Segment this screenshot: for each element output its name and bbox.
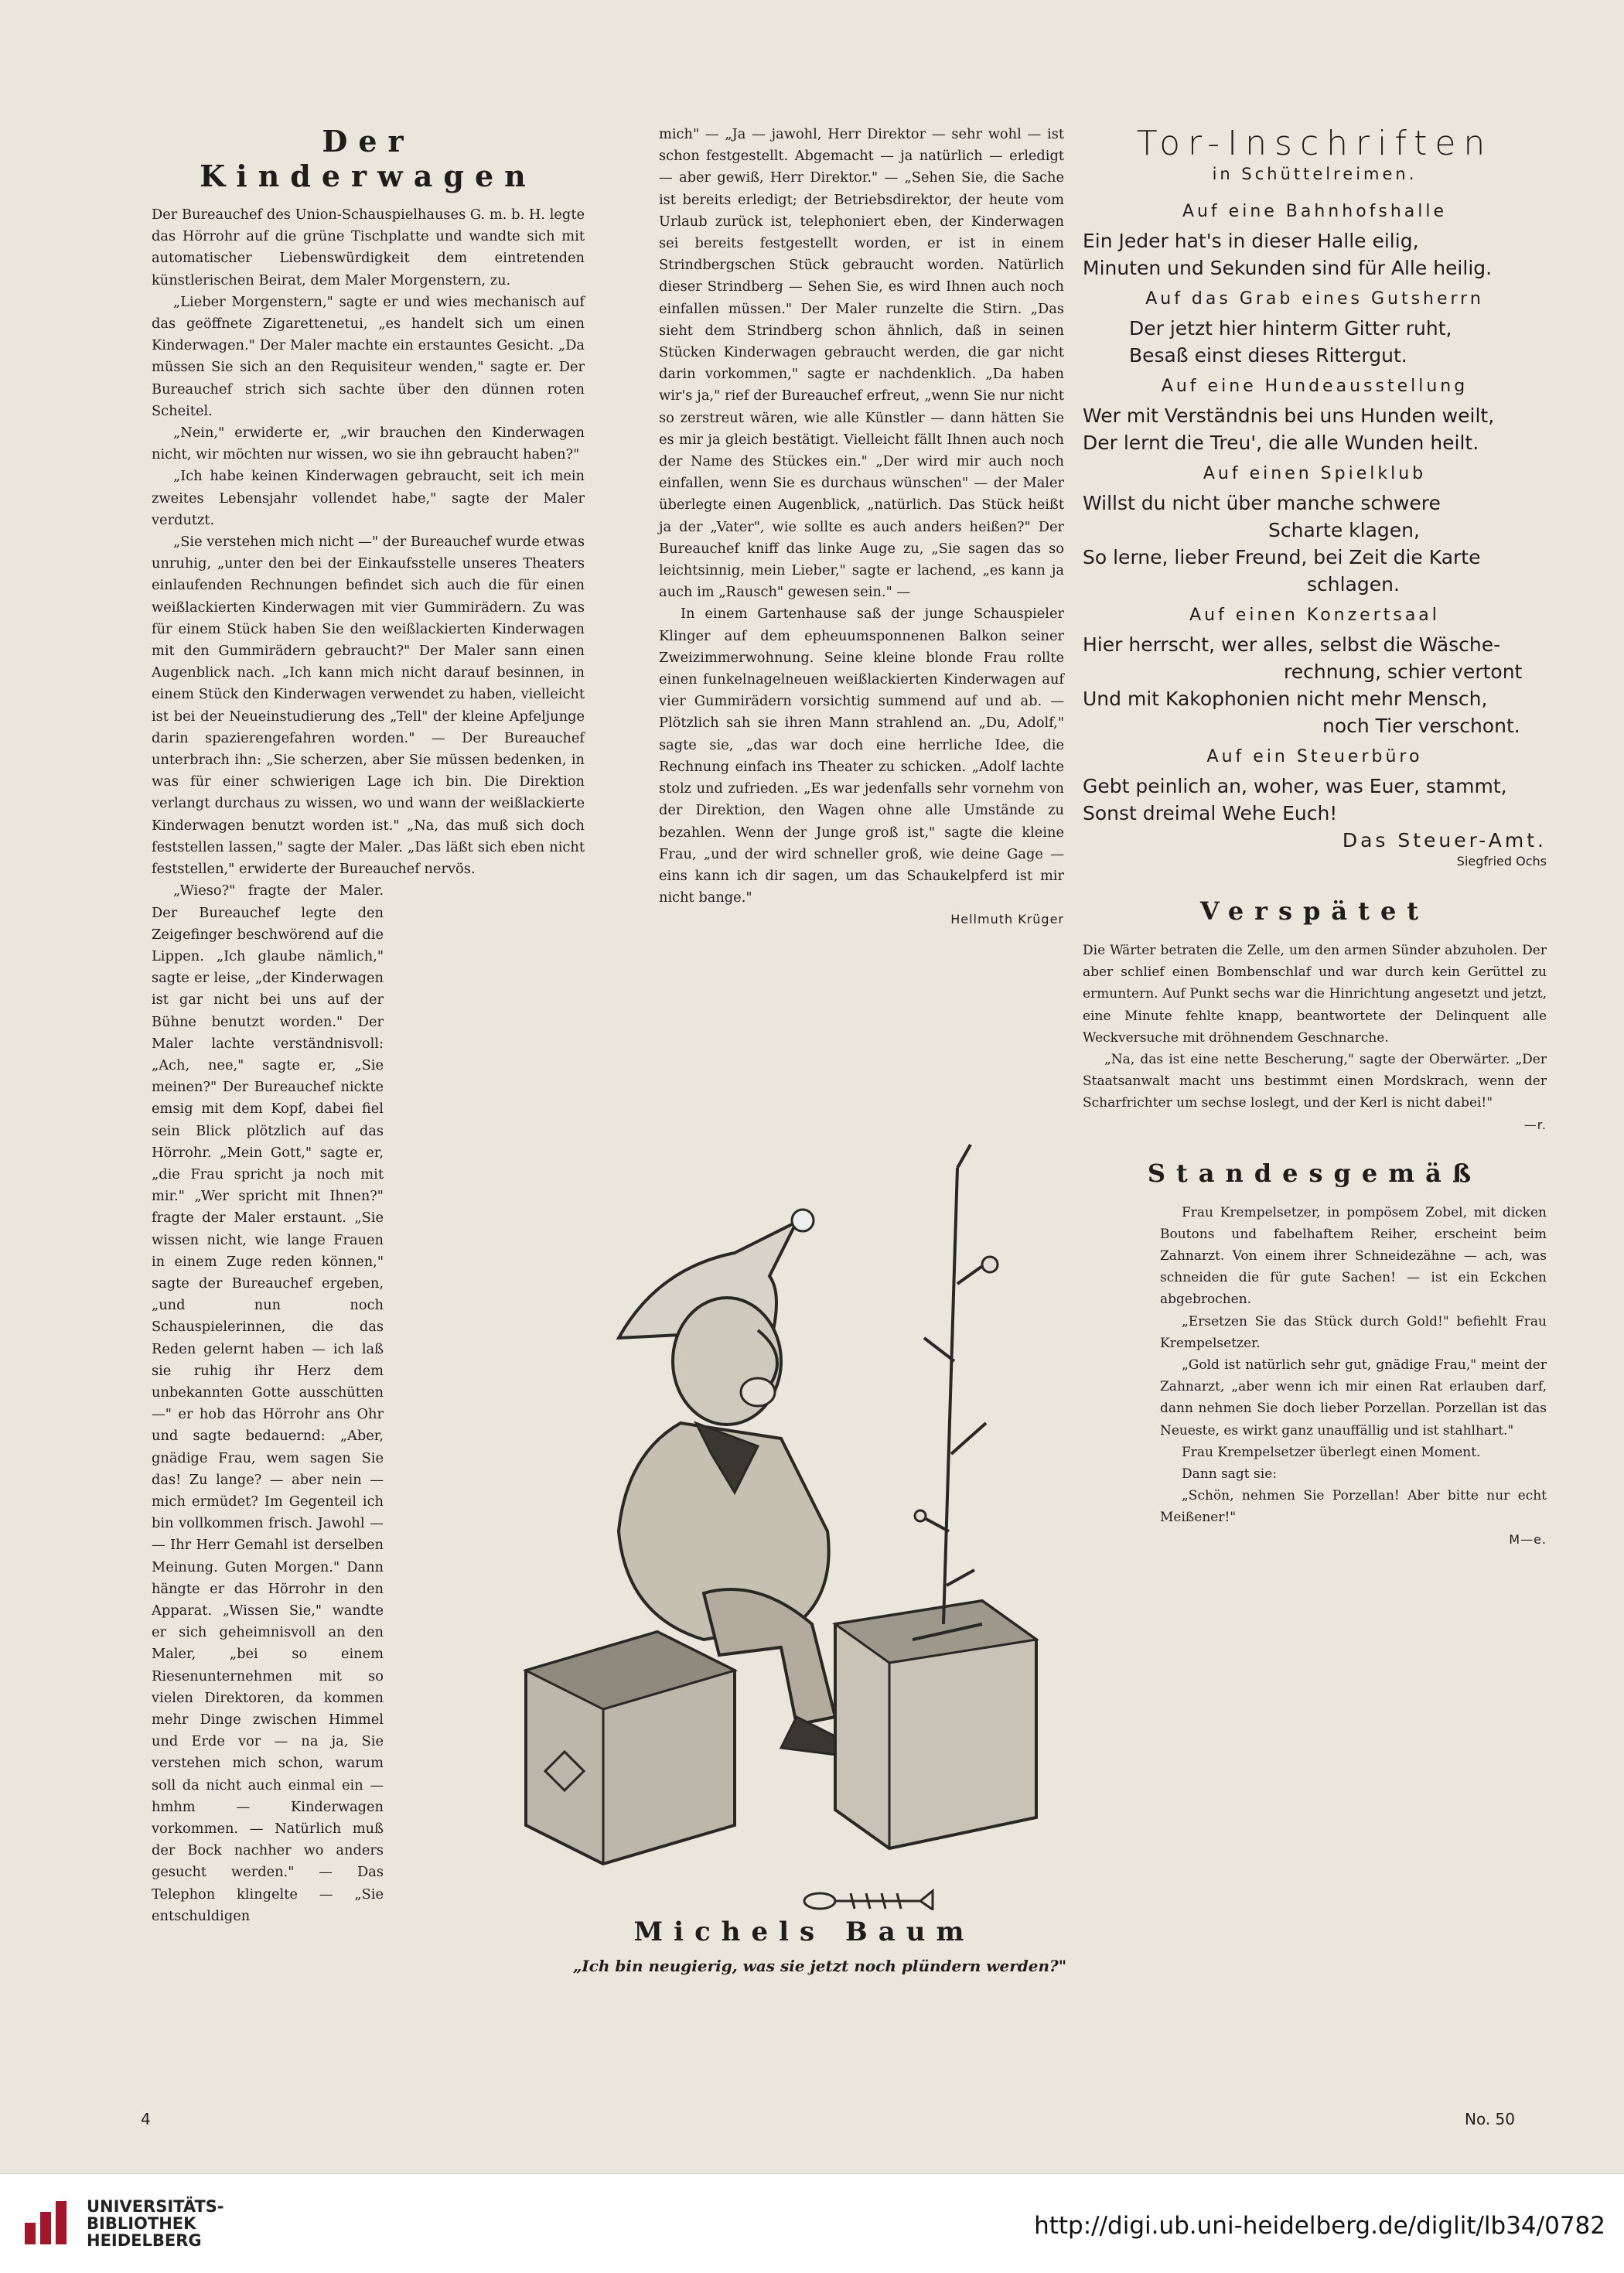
poem-item bbox=[1083, 606, 1547, 739]
poem-verse bbox=[1083, 402, 1547, 456]
paragraph: In einem Gartenhause saß der junge Schauspieler Klinger auf dem epheuumsponnenen Balkon seiner Zweizimmerwohnung. Seine kleine blonde Frau rollte einen funkelnagelneuen weißlackierten Kinderwagen auf vier Gummirädern vorsichtig summend auf und ab. — Plötzlich sah sie ihren Mann strahlend an. „Du, Adolf," sagte sie, „das war doch eine herrliche Idee, die Rechnung einfach ins Theater zu schicken. „Adolf lachte stolz und zufrieden. „Es war jedenfalls sehr vornehm von der Direktion, den Wagen ohne alle Umstände zu bezahlen. Wenn der Junge groß ist," sagte die kleine Frau, „und der wird schneller groß, wie deine Gage — eins kann ich dir sagen, um das Schaukelpferd ist mir nicht bange." bbox=[659, 606, 1064, 906]
poem-verse bbox=[1083, 315, 1547, 369]
verse-line: So lerne, lieber Freund, bei Zeit die Karte bbox=[1083, 546, 1481, 568]
library-logo-icon[interactable] bbox=[19, 2196, 73, 2251]
bare-tree bbox=[913, 1145, 990, 1640]
paragraph: „Lieber Morgenstern," sagte er und wies mechanisch auf das geöffnete Zigarettenetui, „es handelt sich um einen Kinderwagen." Der Maler machte ein erstauntes Gesicht. „Da müssen Sie sich an den Requisiteur wenden," sagte er. Der Bureauchef strich sich sachte über den dünnen roten Scheitel. bbox=[152, 293, 585, 419]
verse-line: Sonst dreimal Wehe Euch! bbox=[1083, 802, 1338, 824]
verse-line: noch Tier verschont. bbox=[1322, 715, 1520, 737]
section-subtitle: in Schüttelreimen. bbox=[1212, 165, 1418, 183]
story-body-middle bbox=[659, 124, 1064, 909]
poem-item bbox=[1083, 377, 1547, 456]
story-body bbox=[1083, 940, 1547, 1114]
story-title: Standesgemäß bbox=[1147, 1158, 1482, 1188]
paragraph: „Na, das ist eine nette Bescherung," sagte der Oberwärter. „Der Staatsanwalt macht uns bestimmt einen Mordskrach, wenn der Scharfrichter um sechse loslegt, und der Kerl is nicht dabei!" bbox=[1083, 1052, 1547, 1111]
paragraph: mich" — „Ja — jawohl, Herr Direktor — sehr wohl — ist schon festgestellt. Abgemacht — ja natürlich — erledigt — aber gewiß, Herr Direktor." — „Sehen Sie, die Sache ist bereits erledigt; der Betriebsdirektor, der heute vom Urlaub zurück ist, telephoniert eben, der Kinderwagen sei bereits festgestellt worden, er ist in einem Strindbergschen Stück gebraucht worden. Natürlich dieser Strindberg — Sehen Sie, es wird Ihnen auch noch einfallen müssen." Der Maler runzelte die Stirn. „Das sieht dem Strindberg schon ähnlich, daß in seinen Stücken Kinderwagen gebraucht werden, die gar nicht darin vorkommen," sagte er nachdenklich. „Da haben wir's ja," rief der Bureauchef erfreut, „wenn Sie nur nicht so zerstreut wären, wie alle Künstler — dann hätten Sie es mir ja gleich bestätigt. Vielleicht fällt Ihnen auch noch der Name des Stückes ein." „Der wird mir auch noch einfallen, wenn Sie es durchaus wünschen" — der Maler überlegte einen Augenblick, „natürlich. Das Stück heißt ja der „Vater", wie sollte es auch anders heißen?" Der Bureauchef kniff das linke Auge zu, „Sie sagen das so leichtsinnig, mein Lieber," sagte er lachend, „es kann ja auch im „Rausch" gewesen sein." — bbox=[659, 126, 1064, 601]
author-signature: —r. bbox=[1523, 1117, 1547, 1132]
tree-stump bbox=[835, 1601, 1036, 1848]
paragraph: „Schön, nehmen Sie Porzellan! Aber bitte nur echt Meißener!" bbox=[1160, 1488, 1547, 1526]
poem-heading: Auf eine Hundeausstellung bbox=[1161, 377, 1469, 396]
library-name-line: BIBLIOTHEK bbox=[87, 2214, 196, 2233]
paragraph: Dann sagt sie: bbox=[1182, 1466, 1277, 1483]
poem-item bbox=[1083, 202, 1547, 282]
library-name-line: HEIDELBERG bbox=[87, 2231, 202, 2250]
poem-item bbox=[1083, 464, 1547, 598]
author-signature: M—e. bbox=[1509, 1531, 1547, 1547]
verse-line: Der jetzt hier hinterm Gitter ruht, bbox=[1129, 317, 1452, 340]
paragraph: Frau Krempelsetzer, in pompösem Zobel, mit dicken Boutons und fabelhaftem Reiher, erscheint beim Zahnarzt. Von einem ihrer Schneidezähne — ach, was schneiden die für gute Sachen! — ist ein Eckchen abgebrochen. bbox=[1160, 1204, 1547, 1308]
poems-column bbox=[1083, 124, 1547, 1547]
paragraph: „Ersetzen Sie das Stück durch Gold!" befiehlt Frau Krempelsetzer. bbox=[1160, 1313, 1547, 1351]
cartoon-illustration bbox=[503, 1129, 1083, 1910]
paragraph: Der Bureauchef des Union-Schauspielhauses G. m. b. H. legte das Hörrohr auf die grüne Tischplatte und wandte sich mit automatischer Liebenswürdigkeit dem eintretenden künstlerischen Beirat, dem Maler Morgenstern, zu. bbox=[152, 206, 585, 288]
story-body bbox=[1083, 1202, 1547, 1529]
section-title: Tor-Inschriften bbox=[1136, 124, 1493, 163]
author-signature: Siegfried Ochs bbox=[1456, 854, 1547, 869]
poem-heading: Auf einen Konzertsaal bbox=[1189, 606, 1440, 625]
paragraph: Die Wärter betraten die Zelle, um den armen Sünder abzuholen. Der aber schlief einen Bombenschlaf und war durch kein Gerüttel zu ermuntern. Auf Punkt sechs war die Hinrichtung angesetzt und jetzt, eine Minute fehlte knapp, beantwortete der Delinquent alle Weckversuche mit dröhnendem Geschnarche. bbox=[1083, 943, 1547, 1046]
ornament bbox=[982, 1257, 998, 1272]
verse-line: schlagen. bbox=[1307, 573, 1400, 596]
ornament bbox=[915, 1510, 926, 1521]
source-url-link[interactable]: http://digi.ub.uni-heidelberg.de/diglit/lb34/0782 bbox=[1034, 2212, 1605, 2240]
verse-line: Minuten und Sekunden sind für Alle heilig. bbox=[1083, 257, 1493, 279]
poem-item bbox=[1083, 747, 1547, 854]
paragraph: „Ich habe keinen Kinderwagen gebraucht, seit ich mein zweites Lebensjahr vollendet habe," sagte der Maler verdutzt. bbox=[152, 468, 585, 528]
library-name-line: UNIVERSITÄTS- bbox=[87, 2197, 224, 2216]
verse-line: Gebt peinlich an, woher, was Euer, stammt, bbox=[1083, 775, 1507, 797]
story-column-middle bbox=[659, 124, 1064, 927]
verse-line: Ein Jeder hat's in dieser Halle eilig, bbox=[1083, 230, 1419, 252]
verse-line: Scharte klagen, bbox=[1268, 519, 1420, 541]
poem-heading: Auf ein Steuerbüro bbox=[1206, 747, 1423, 766]
poem-item bbox=[1083, 289, 1547, 369]
poem-verse bbox=[1083, 773, 1547, 827]
poem-heading: Auf eine Bahnhofshalle bbox=[1182, 202, 1448, 221]
illustration-title: Michels Baum bbox=[633, 1916, 975, 1947]
issue-number: No. 50 bbox=[1465, 2110, 1516, 2128]
library-name[interactable] bbox=[87, 2198, 224, 2249]
page-number: 4 bbox=[141, 2110, 151, 2128]
verse-line: Wer mit Verständnis bei uns Hunden weilt, bbox=[1083, 404, 1495, 427]
poem-verse bbox=[1083, 631, 1547, 739]
fish-bone bbox=[804, 1891, 933, 1910]
poem-verse bbox=[1083, 227, 1547, 282]
author-signature: Hellmuth Krüger bbox=[950, 912, 1064, 927]
paragraph: „Sie verstehen mich nicht —" der Bureauchef wurde etwas unruhig, „unter den bei der Einkaufsstelle unseres Theaters einlaufenden Rechnungen befindet sich auch die für einen weißlackierten Kinderwagen mit vier Gummirädern. Zu was für einem Stück haben Sie den weißlackierten Kinderwagen mit den Gummirädern gebraucht?" Der Maler sann einen Augenblick nach. „Ich kann mich nicht darauf besinnen, in einem Stück den Kinderwagen verwendet zu haben, vielleicht ist bei der Neueinstudierung des „Tell" der kleine Apfeljunge darin spazierengefahren worden." — Der Bureauchef unterbrach ihn: „Sie scherzen, aber Sie müssen bedenken, in was für einer schwierigen Lage ich bin. Die Direktion verlangt durchaus zu wissen, wo und wann der weißlackierte Kinderwagen benutzt worden ist." „Na, das muß sich doch feststellen lassen," sagte der Maler. „Das läßt sich eben nicht feststellen," erwiderte der Bureauchef nervös. bbox=[152, 534, 585, 878]
paragraph: Frau Krempelsetzer überlegt einen Moment. bbox=[1182, 1444, 1481, 1460]
poem-heading: Auf das Grab eines Gutsherrn bbox=[1145, 289, 1484, 309]
poem-verse bbox=[1083, 490, 1547, 598]
story-title: Verspätet bbox=[1199, 896, 1430, 926]
verse-line: Der lernt die Treu', die alle Wunden heilt. bbox=[1083, 432, 1479, 454]
verse-line: Hier herrscht, wer alles, selbst die Wäsche- bbox=[1083, 633, 1501, 656]
crate bbox=[526, 1632, 735, 1864]
illustration-caption: „Ich bin neugierig, was sie jetzt noch plündern werden?" bbox=[572, 1957, 1067, 1975]
paragraph: „Gold ist natürlich sehr gut, gnädige Frau," meint der Zahnarzt, „aber wenn ich mir einen Rat erlauben darf, dann nehmen Sie doch lieber Porzellan. Porzellan ist das Neueste, es wirkt ganz unauffällig und ist stahlhart." bbox=[1160, 1357, 1547, 1439]
poem-signature: Das Steuer-Amt. bbox=[1342, 829, 1547, 852]
verse-line: Willst du nicht über manche schwere bbox=[1083, 492, 1441, 514]
poem-heading: Auf einen Spielklub bbox=[1203, 464, 1427, 483]
story-title: Der Kinderwagen bbox=[200, 124, 537, 193]
verse-line: Besaß einst dieses Rittergut. bbox=[1129, 344, 1407, 367]
verse-line: Und mit Kakophonien nicht mehr Mensch, bbox=[1083, 688, 1488, 710]
paragraph: „Nein," erwiderte er, „wir brauchen den Kinderwagen nicht, wir möchten nur wissen, wo sie ihn gebraucht haben?" bbox=[152, 425, 585, 463]
verse-line: rechnung, schier vertont bbox=[1284, 660, 1523, 683]
paragraph: „Wieso?" fragte der Maler. Der Bureauchef legte den Zeigefinger beschwörend auf die Lippen. „Ich glaube nämlich," sagte er leise, „der Kinderwagen ist gar nicht bei uns auf der Bühne benutzt worden." Der Maler lachte verständnisvoll: „Ach, nee," sagte er, „Sie meinen?" Der Bureauchef nickte emsig mit dem Kopf, dabei fiel sein Blick plötzlich auf das Hörrohr. „Mein Gott," sagte er, „die Frau spricht ja noch mit mir." „Wer spricht mit Ihnen?" fragte der Maler erstaunt. „Sie wissen nicht, wie lange Frauen in einem Zuge reden können," sagte der Bureauchef ergeben, „und nun noch Schauspielerinnen, die das Reden gelernt haben — ich laß sie ruhig ihr Herz dem unbekannten Gotte ausschütten —" er hob das Hörrohr ans Ohr und sagte bedauernd: „Aber, gnädige Frau, wem sagen Sie das! Zu lange? — aber nein — mich ermüdet? Im Gegenteil ich bin vollkommen frisch. Jawohl — — Ihr Herr Gemahl ist derselben Meinung. Guten Morgen." Dann hängte er das Hörrohr in den Apparat. „Wissen Sie," wandte er sich geheimnisvoll an den Maler, „bei so einem Riesenunternehmen mit so vielen Direktoren, da kommen mehr Dinge zwischen Himmel und Erde vor — na ja, Sie verstehen mich schon, warum soll da nicht auch einmal ein — hmhm — Kinderwagen vorkommen. — Natürlich muß der Bock nachher wo anders gesucht werden." — Das Telephon klingelte — „Sie entschuldigen bbox=[152, 882, 384, 1924]
